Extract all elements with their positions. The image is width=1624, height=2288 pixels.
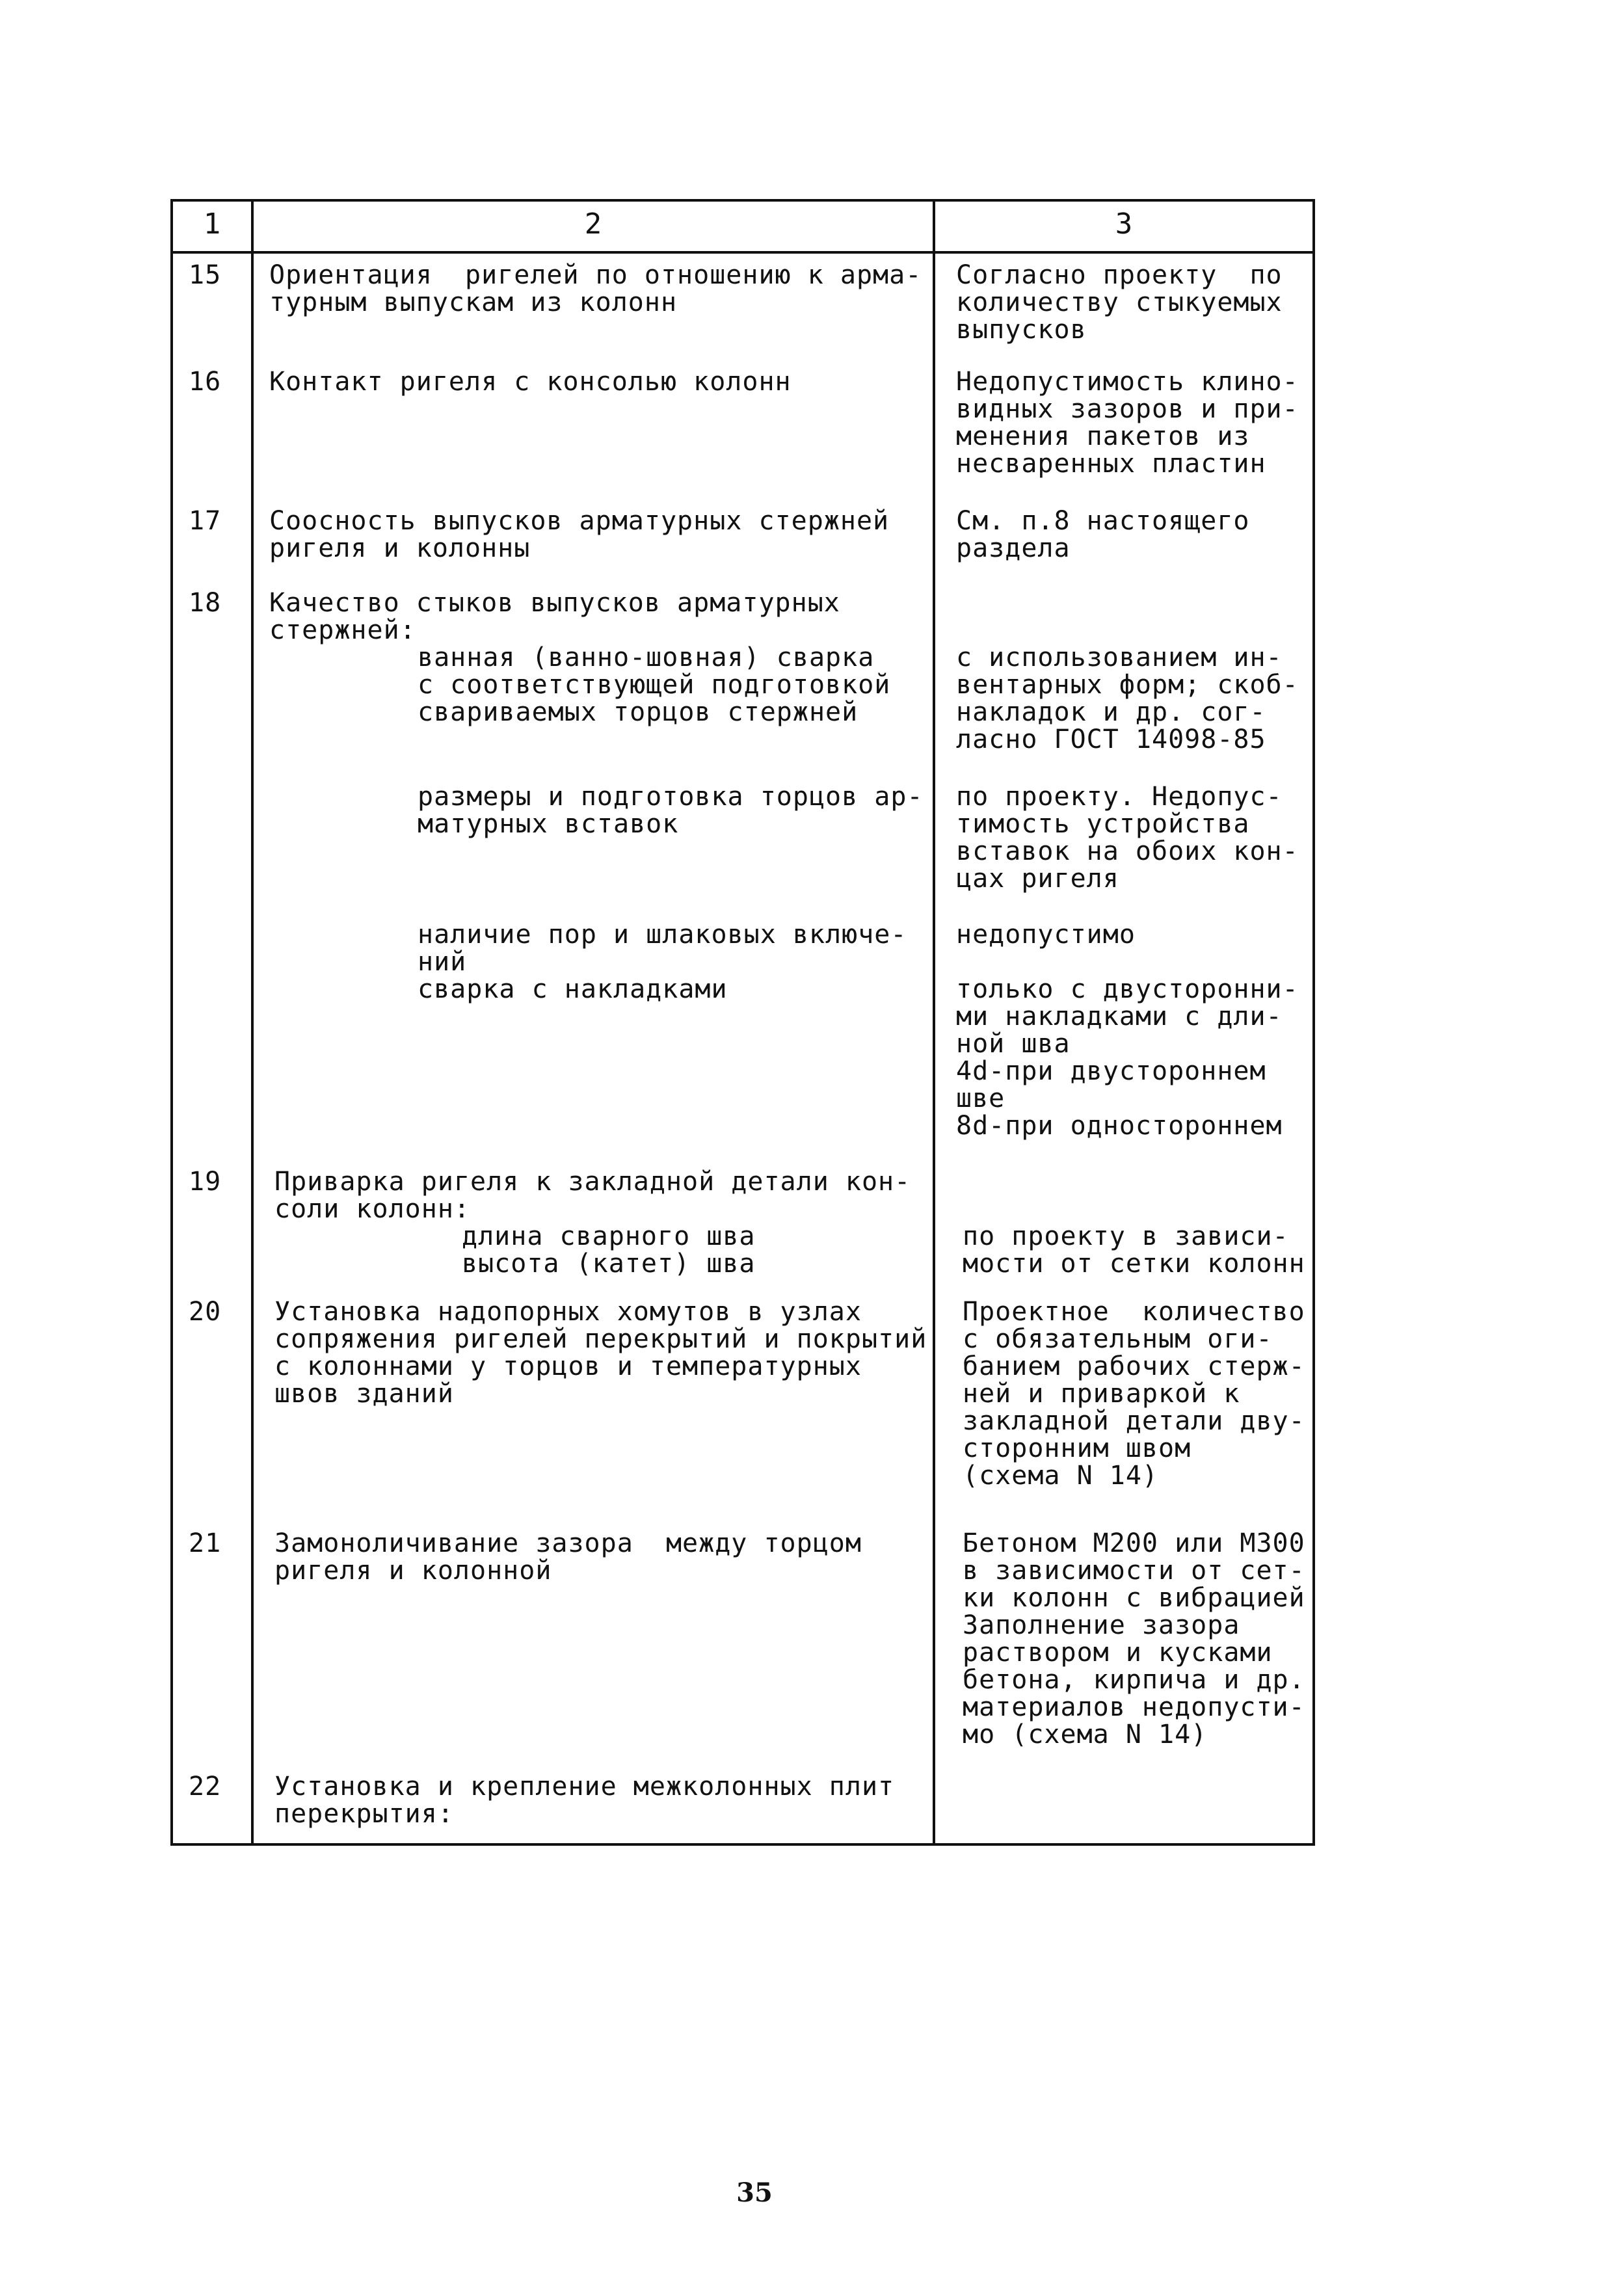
sub-item-requirement: недопустимо bbox=[956, 920, 1136, 950]
header-col-3: 3 bbox=[1115, 207, 1133, 241]
table-border-bottom bbox=[170, 1843, 1315, 1846]
sub-item-text: длина сварного шва высота (катет) шва bbox=[462, 1221, 756, 1279]
sub-item-text: ванная (ванно-шовная) сварка с соответствующей подготовкой свариваемых торцов стержней bbox=[418, 643, 891, 727]
row-number: 22 bbox=[189, 1772, 222, 1802]
row-number: 19 bbox=[189, 1167, 222, 1197]
table-border-top bbox=[170, 199, 1315, 202]
row-description: Ориентация ригелей по отношению к арма- турным выпускам из колонн bbox=[269, 260, 922, 317]
row-requirement: по проекту в зависи- мости от сетки колонн bbox=[963, 1221, 1305, 1279]
row-requirement: Бетоном М200 или М300 в зависимости от сет- ки колонн с вибрацией Заполнение зазора раствором и кусками бетона, кирпича и др. материалов недопусти- мо (схема N 14) bbox=[963, 1528, 1305, 1749]
table-border-left bbox=[170, 199, 173, 1846]
row-requirement: Недопустимость клино- видных зазоров и при- менения пакетов из несваренных пластин bbox=[956, 367, 1299, 479]
row-number: 15 bbox=[189, 260, 222, 290]
sub-item-text: наличие пор и шлаковых включе- ний bbox=[418, 920, 907, 977]
row-description: Соосность выпусков арматурных стержней ригеля и колонны bbox=[269, 506, 890, 563]
header-col-1: 1 bbox=[203, 207, 221, 241]
sub-item-requirement: с использованием ин- вентарных форм; скоб- накладок и др. сог- ласно ГОСТ 14098-85 bbox=[956, 643, 1299, 754]
sub-item-requirement: только с двусторонни- ми накладками с дли- ной шва 4d-при двустороннем шве 8d-при одностороннем bbox=[956, 974, 1299, 1141]
column-divider-2 bbox=[933, 199, 935, 1846]
row-requirement: Проектное количество с обязательным оги- банием рабочих стерж- ней и приваркой к закладной детали дву- сторонним швом (схема N 14) bbox=[963, 1297, 1305, 1491]
row-description: Установка и крепление межколонных плит перекрытия: bbox=[274, 1772, 895, 1829]
sub-item-requirement: по проекту. Недопус- тимость устройства вставок на обоих кон- цах ригеля bbox=[956, 782, 1299, 894]
header-col-2: 2 bbox=[584, 207, 602, 241]
row-number: 20 bbox=[189, 1297, 222, 1327]
column-divider-1 bbox=[251, 199, 254, 1846]
row-requirement: Согласно проекту по количеству стыкуемых выпусков bbox=[956, 260, 1283, 345]
row-description: Замоноличивание зазора между торцом ригеля и колонной bbox=[274, 1528, 862, 1586]
row-requirement: См. п.8 настоящего раздела bbox=[956, 506, 1250, 563]
sub-item-text: сварка с накладками bbox=[418, 974, 728, 1004]
row-description: Качество стыков выпусков арматурных стержней: bbox=[269, 588, 840, 645]
row-description: Контакт ригеля с консолью колонн bbox=[269, 367, 792, 397]
row-description: Установка надопорных хомутов в узлах сопряжения ригелей перекрытий и покрытий с колоннами у торцов и температурных швов зданий bbox=[274, 1297, 927, 1409]
row-description: Приварка ригеля к закладной детали кон- соли колонн: bbox=[274, 1167, 911, 1224]
table-border-right bbox=[1312, 199, 1315, 1846]
row-number: 17 bbox=[189, 506, 222, 536]
row-number: 18 bbox=[189, 588, 222, 618]
inspection-table bbox=[170, 199, 1315, 1846]
page-number: 35 bbox=[736, 2177, 773, 2208]
header-divider bbox=[170, 251, 1315, 254]
row-number: 21 bbox=[189, 1528, 222, 1558]
sub-item-text: размеры и подготовка торцов ар- матурных вставок bbox=[418, 782, 924, 839]
row-number: 16 bbox=[189, 367, 222, 397]
